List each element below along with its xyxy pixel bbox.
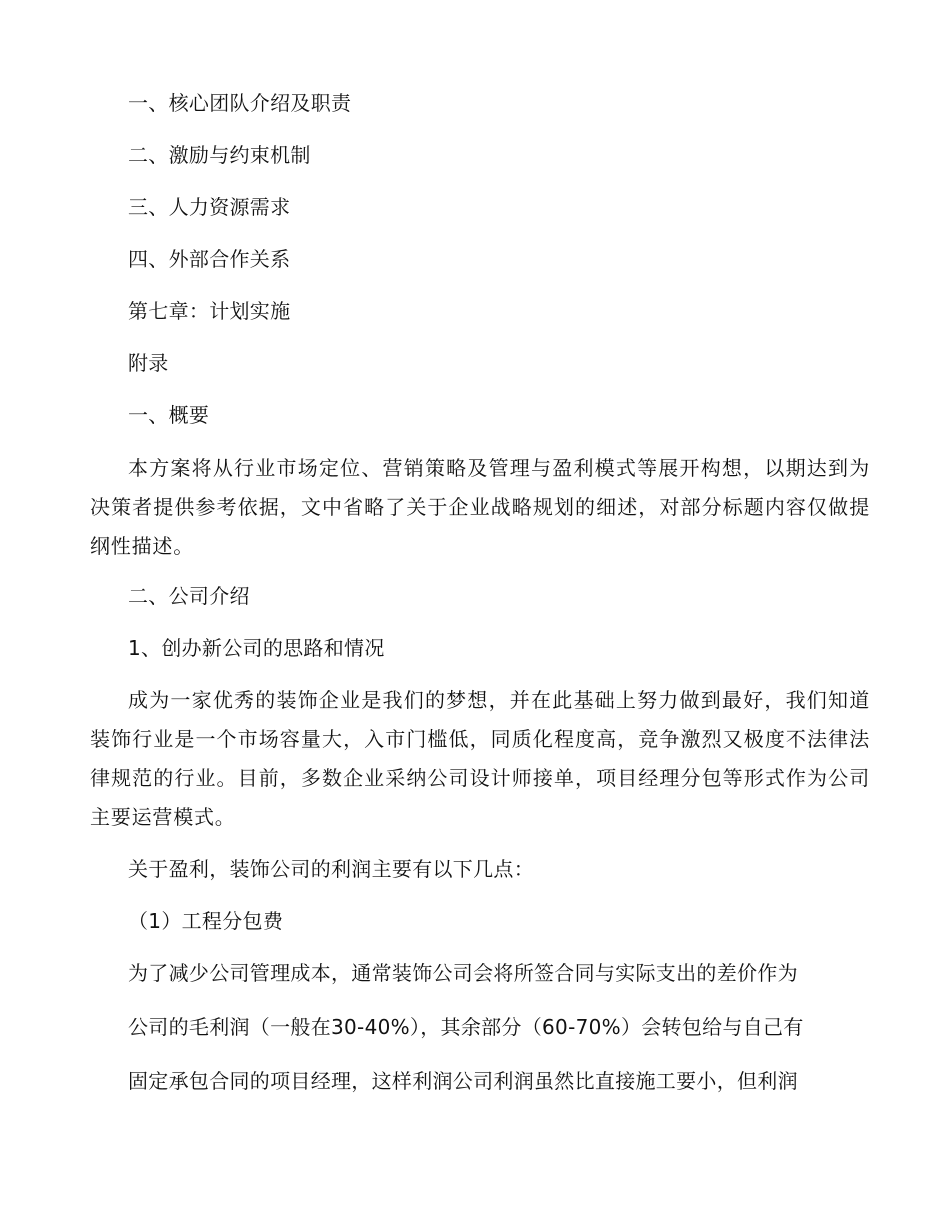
profit-item-heading: （1）工程分包费 <box>128 909 284 933</box>
body-line: 公司的毛利润（一般在30-40%），其余部分（60-70%）会转包给与自己有 <box>128 1015 804 1039</box>
appendix-heading: 附录 <box>128 351 169 375</box>
chapter-heading: 第七章：计划实施 <box>128 299 291 323</box>
body-line: 为了减少公司管理成本，通常装饰公司会将所签合同与实际支出的差价作为 <box>128 961 798 985</box>
body-line: 固定承包合同的项目经理，这样利润公司利润虽然比直接施工要小，但利润 <box>128 1069 798 1093</box>
toc-item-external-cooperation: 四、外部合作关系 <box>128 247 291 271</box>
subsection-heading: 1、创办新公司的思路和情况 <box>128 636 385 660</box>
summary-paragraph: 本方案将从行业市场定位、营销策略及管理与盈利模式等展开构想，以期达到为决策者提供参考依据，文中省略了关于企业战略规划的细述，对部分标题内容仅做提纲性描述。 <box>90 456 870 558</box>
profit-intro: 关于盈利，装饰公司的利润主要有以下几点： <box>128 857 534 881</box>
toc-item-hr-needs: 三、人力资源需求 <box>128 195 291 219</box>
toc-item-core-team: 一、核心团队介绍及职责 <box>128 91 352 115</box>
company-paragraph: 成为一家优秀的装饰企业是我们的梦想，并在此基础上努力做到最好，我们知道装饰行业是一个市场容量大，入市门槛低，同质化程度高，竞争激烈又极度不法律法律规范的行业。目前，多数企业采纳公司设计师接单，项目经理分包等形式作为公司主要运营模式。 <box>90 688 870 829</box>
toc-item-incentive: 二、激励与约束机制 <box>128 143 311 167</box>
section-heading-summary: 一、概要 <box>128 403 210 427</box>
section-heading-company: 二、公司介绍 <box>128 584 250 608</box>
